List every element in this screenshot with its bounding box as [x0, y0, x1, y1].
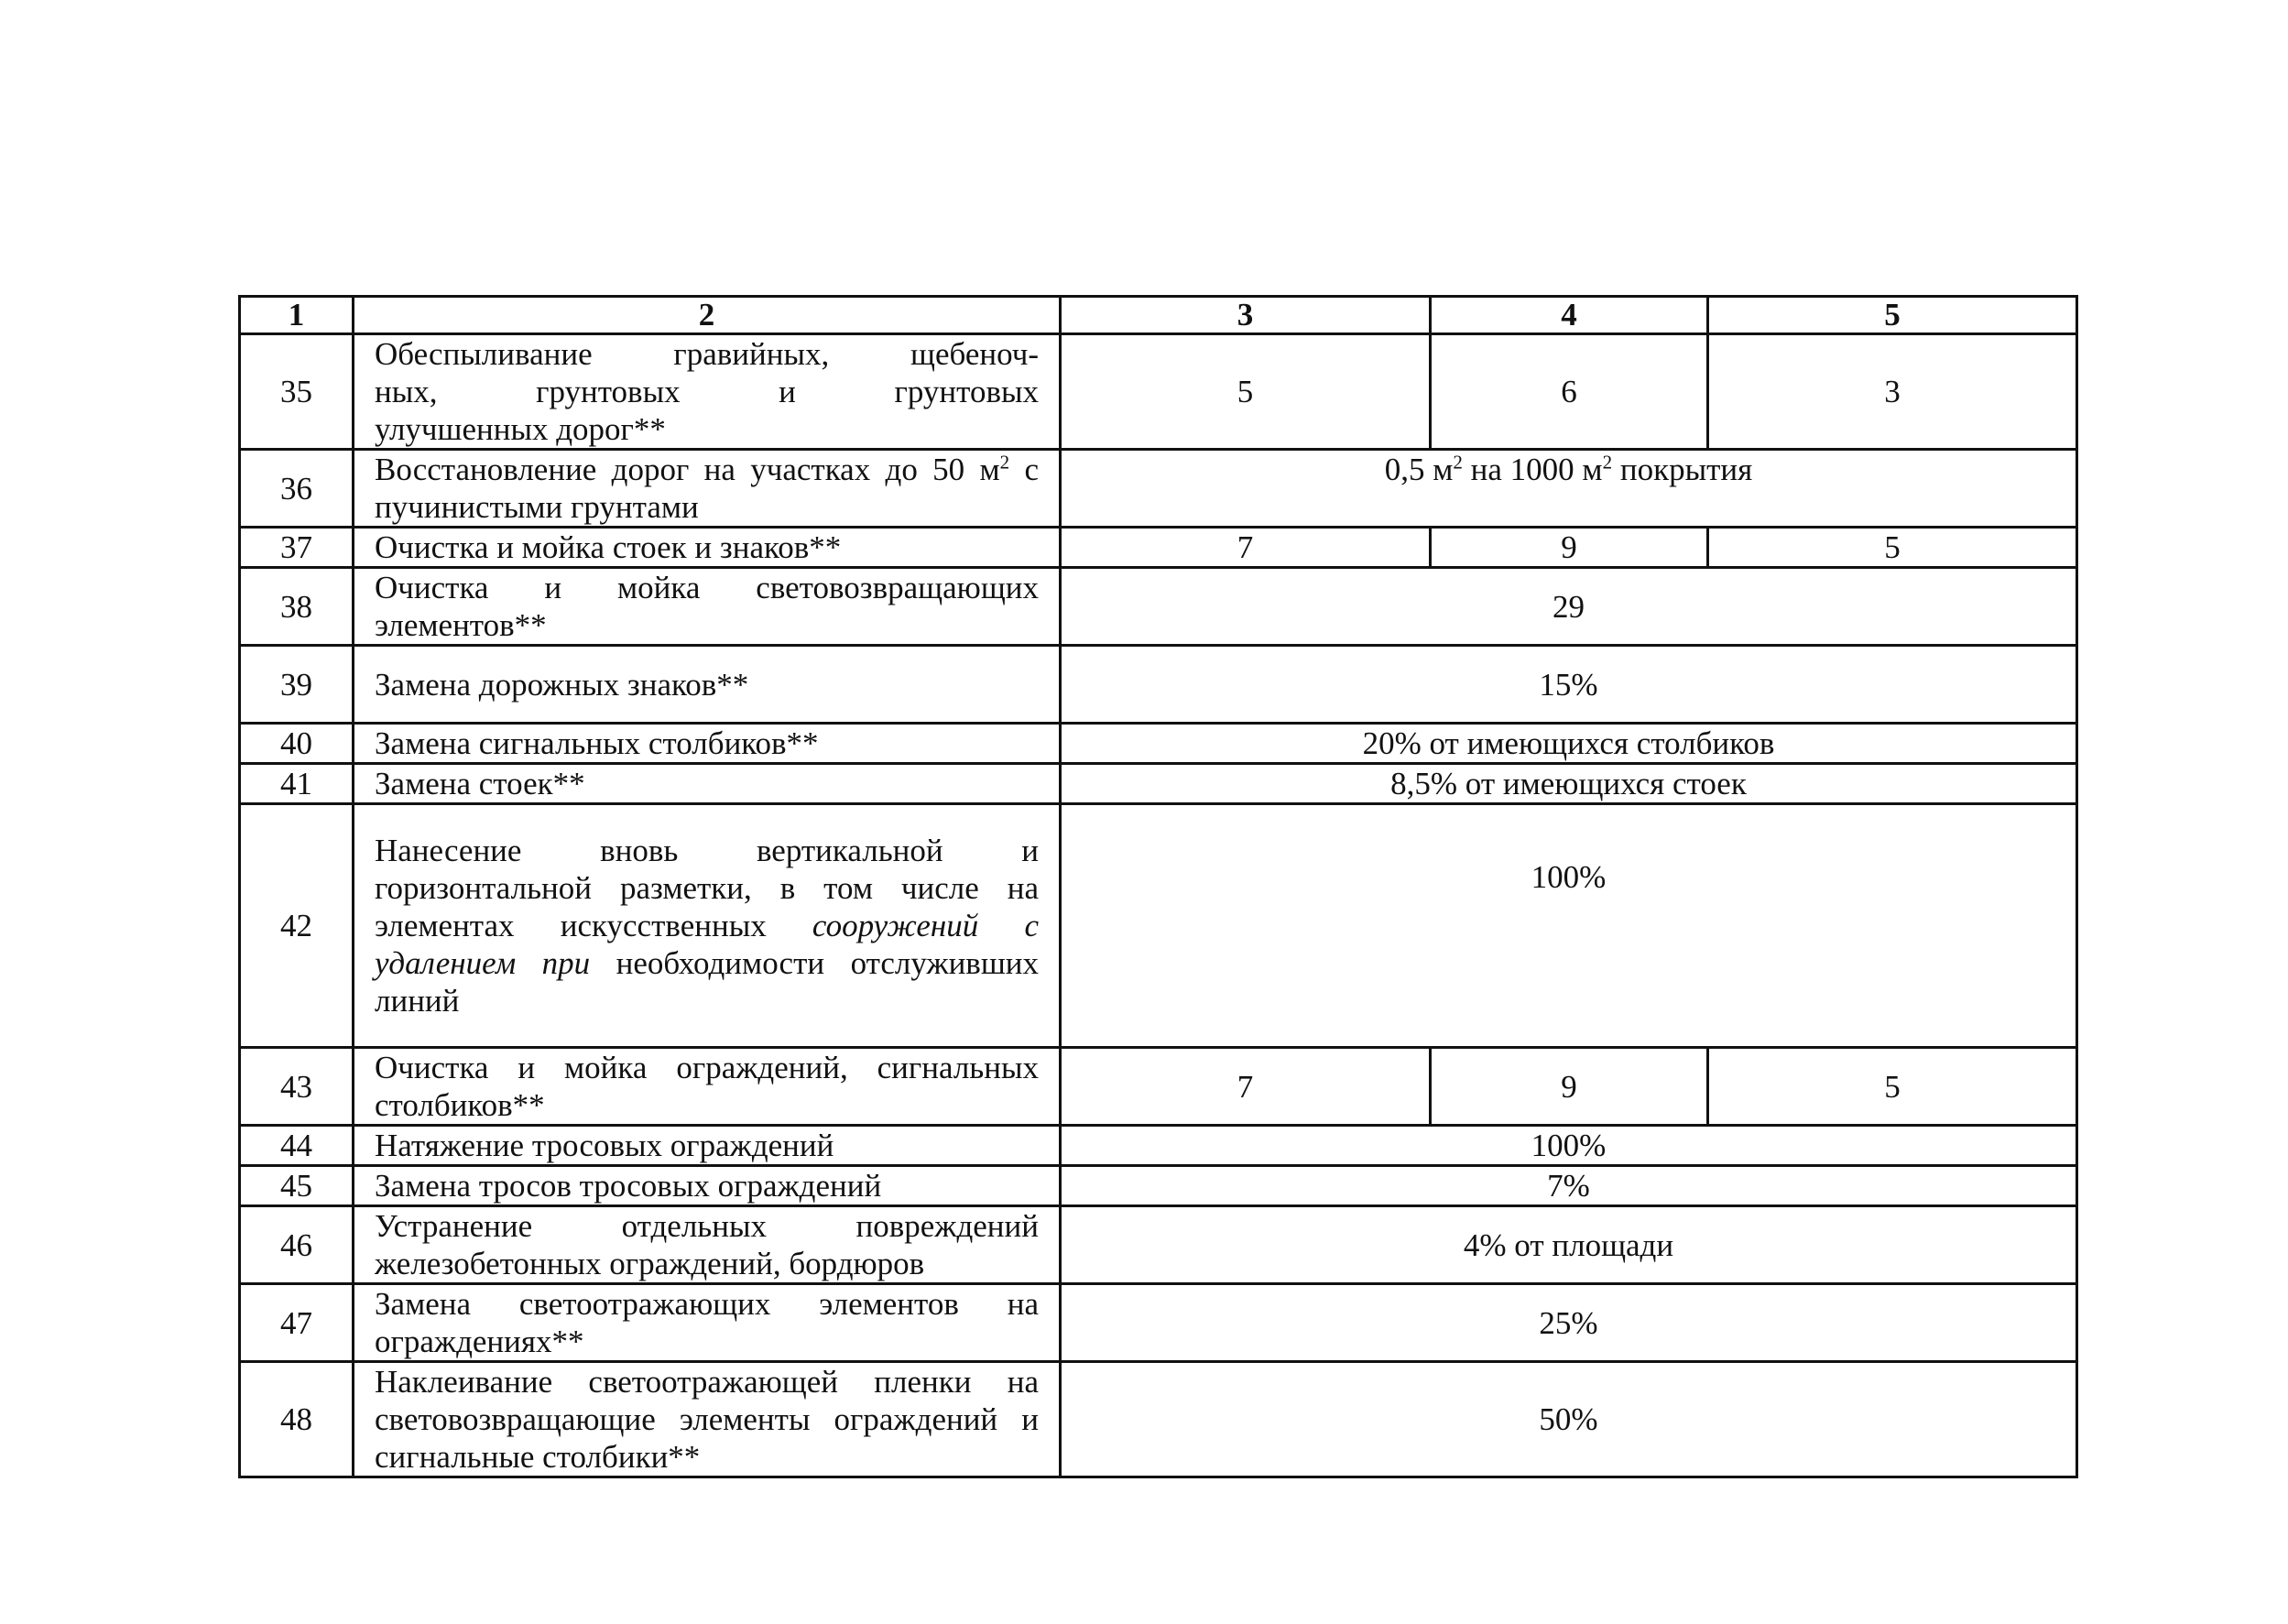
merged-value-cell: 100%	[1061, 1126, 2077, 1166]
row-description: Замена стоек**	[354, 764, 1061, 804]
table-row	[240, 334, 2077, 450]
row-number: 46	[240, 1206, 354, 1284]
desc-italic-text: сооружений с удалением при	[375, 908, 1039, 981]
desc-line: Обеспыливание гравийных, щебеноч-	[375, 336, 1039, 372]
row-description	[354, 334, 1061, 450]
desc-line: ных, грунтовых и грунтовых	[375, 374, 1039, 409]
merged-value-cell: 4% от площади	[1061, 1206, 2077, 1284]
header-cell: 3	[1061, 297, 1431, 334]
table-row	[240, 804, 2077, 1048]
value-cell: 7	[1061, 528, 1431, 568]
row-description: Очистка и мойка ограждений, сигнальных столбиков**	[354, 1048, 1061, 1126]
superscript: 2	[1602, 451, 1613, 474]
row-description	[354, 450, 1061, 528]
table-row	[240, 1048, 2077, 1126]
row-number: 41	[240, 764, 354, 804]
row-description: Очистка и мойка световозвращающих элементов**	[354, 568, 1061, 646]
row-number: 36	[240, 450, 354, 528]
table-row	[240, 1284, 2077, 1362]
merged-value-cell: 8,5% от имеющихся стоек	[1061, 764, 2077, 804]
table-row	[240, 528, 2077, 568]
value-cell: 9	[1431, 1048, 1708, 1126]
table-row	[240, 1362, 2077, 1477]
desc-text: Восстановление дорог на участках до 50 м	[375, 452, 1000, 487]
value-cell: 3	[1708, 334, 2077, 450]
merged-value-cell: 50%	[1061, 1362, 2077, 1477]
value-cell: 5	[1708, 528, 2077, 568]
row-number: 39	[240, 646, 354, 724]
row-description: Замена тросов тросовых ограждений	[354, 1166, 1061, 1206]
row-description	[354, 804, 1061, 1048]
row-number: 43	[240, 1048, 354, 1126]
row-number: 40	[240, 724, 354, 764]
value-text: на 1000 м	[1462, 452, 1603, 487]
desc-text: с пучинистыми грунтами	[375, 452, 1039, 525]
table-row	[240, 568, 2077, 646]
superscript: 2	[1453, 451, 1463, 474]
row-number: 35	[240, 334, 354, 450]
row-description: Замена сигнальных столбиков**	[354, 724, 1061, 764]
table-row	[240, 646, 2077, 724]
row-number: 44	[240, 1126, 354, 1166]
table-row	[240, 1206, 2077, 1284]
header-cell: 2	[354, 297, 1061, 334]
row-number: 47	[240, 1284, 354, 1362]
value-text: покрытия	[1612, 452, 1753, 487]
desc-text: необходимости отслуживших линий	[375, 945, 1040, 1019]
row-description: Очистка и мойка стоек и знаков**	[354, 528, 1061, 568]
merged-value-cell: 29	[1061, 568, 2077, 646]
row-number: 37	[240, 528, 354, 568]
header-cell: 5	[1708, 297, 2077, 334]
table-header-row	[240, 297, 2077, 334]
desc-text: Нанесение вновь вертикальной и горизонтальной разметки, в том числе на элементах искусственных	[375, 833, 1039, 943]
value-cell: 5	[1708, 1048, 2077, 1126]
row-description: Замена светоотражающих элементов на ограждениях**	[354, 1284, 1061, 1362]
row-description: Замена дорожных знаков**	[354, 646, 1061, 724]
row-description: Устранение отдельных повреждений железобетонных ограждений, бордюров	[354, 1206, 1061, 1284]
superscript: 2	[999, 451, 1010, 474]
table-row	[240, 1166, 2077, 1206]
table-row	[240, 724, 2077, 764]
value-cell: 6	[1431, 334, 1708, 450]
merged-value-cell: 15%	[1061, 646, 2077, 724]
row-description: Натяжение тросовых ограждений	[354, 1126, 1061, 1166]
value-cell: 5	[1061, 334, 1431, 450]
norms-table	[238, 295, 2078, 1478]
row-number: 48	[240, 1362, 354, 1477]
merged-value-cell: 20% от имеющихся столбиков	[1061, 724, 2077, 764]
row-number: 42	[240, 804, 354, 1048]
header-cell: 1	[240, 297, 354, 334]
value-cell: 9	[1431, 528, 1708, 568]
merged-value-cell: 100%	[1061, 804, 2077, 1048]
table-row	[240, 1126, 2077, 1166]
header-cell: 4	[1431, 297, 1708, 334]
value-text: 0,5 м	[1384, 452, 1454, 487]
table-row	[240, 764, 2077, 804]
row-number: 38	[240, 568, 354, 646]
table-row	[240, 450, 2077, 528]
merged-value-cell: 7%	[1061, 1166, 2077, 1206]
row-number: 45	[240, 1166, 354, 1206]
value-cell: 7	[1061, 1048, 1431, 1126]
merged-value-cell: 25%	[1061, 1284, 2077, 1362]
row-description: Наклеивание светоотражающей пленки на световозвращающие элементы ограждений и сигнальные столбики**	[354, 1362, 1061, 1477]
desc-line: улучшенных дорог**	[375, 411, 666, 447]
merged-value-cell	[1061, 450, 2077, 528]
